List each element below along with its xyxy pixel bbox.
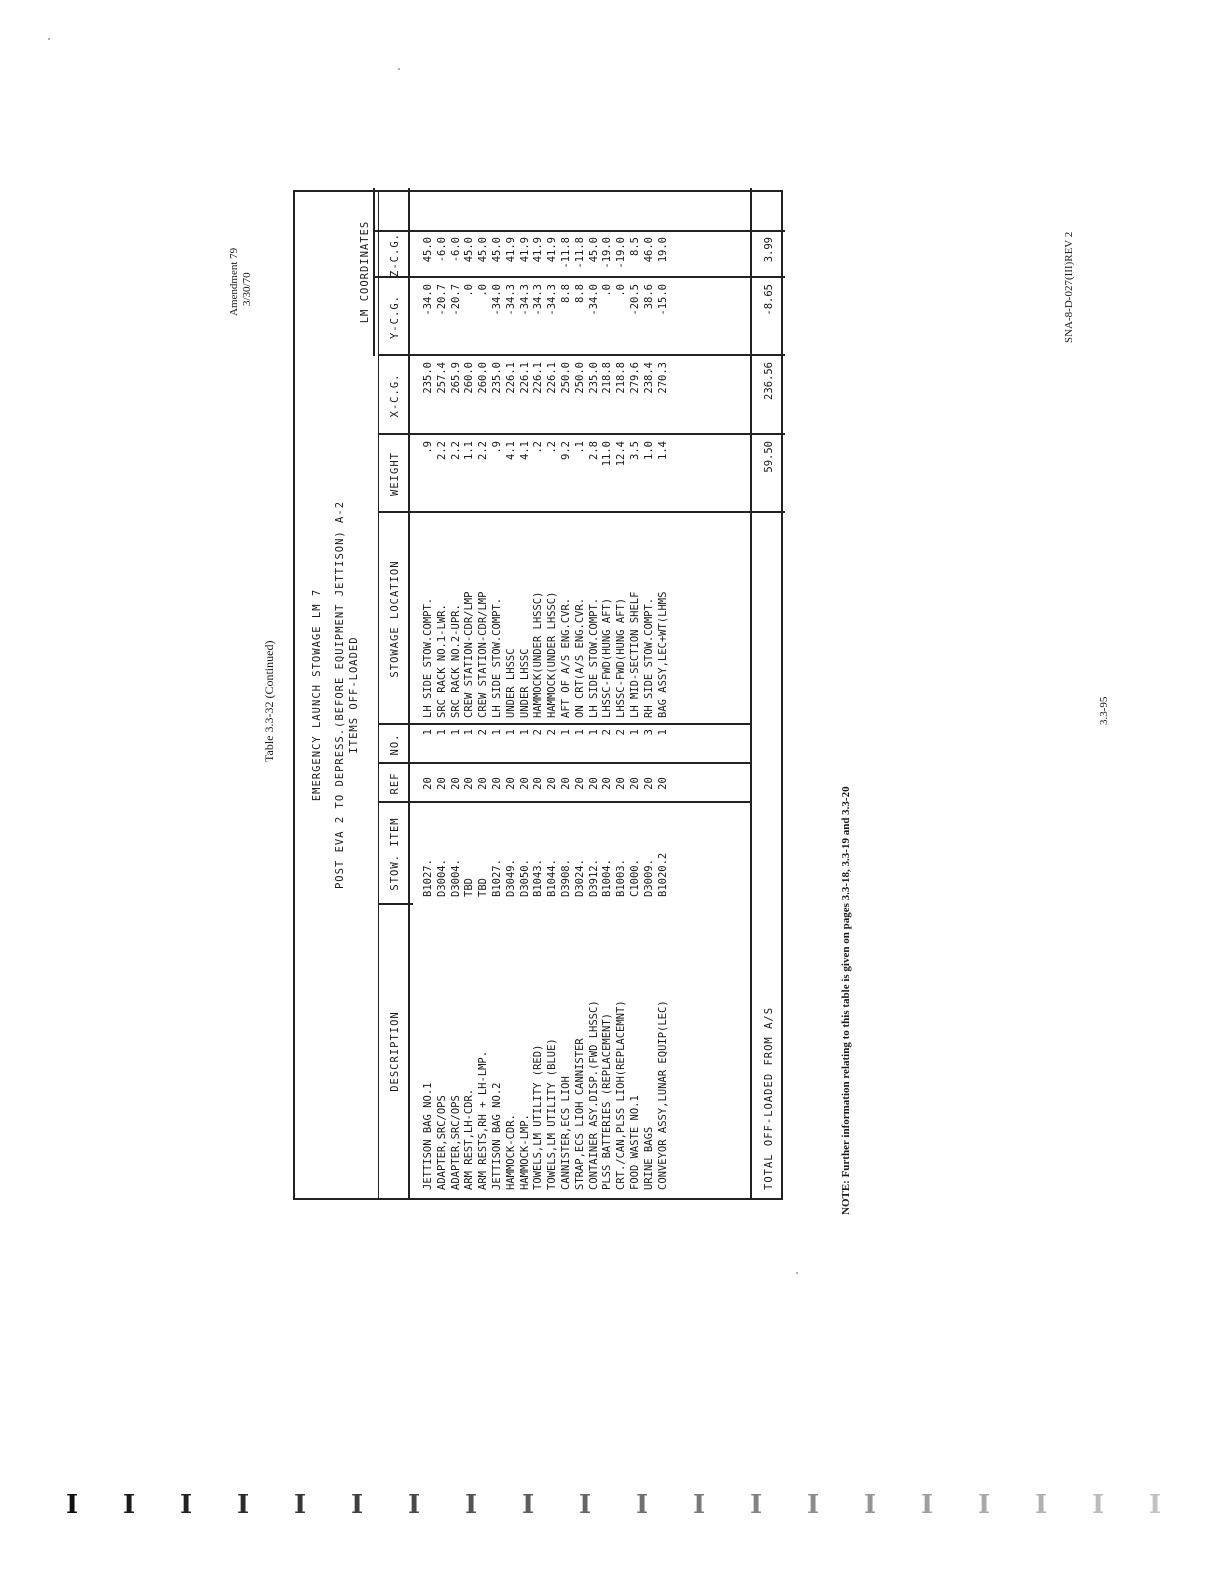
row-location: UNDER LHSSC (504, 648, 517, 718)
total-zcg: 3.99 (763, 237, 775, 263)
row-weight: 2.2 (477, 441, 490, 460)
total-xcg: 236.56 (763, 362, 775, 400)
row-ycg: -34.3 (532, 284, 545, 316)
lm-coordinates-label: LM COORDINATES (359, 220, 371, 324)
page-number: 3.3-95 (1098, 696, 1110, 725)
row-zcg: 41.9 (518, 237, 531, 263)
row-weight: 2.2 (435, 441, 448, 460)
col-ycg: Y-C.G. (389, 295, 401, 339)
total-rule (750, 188, 752, 1198)
row-zcg: -11.8 (573, 237, 586, 269)
row-stow-item: B1027. (422, 859, 434, 897)
row-no: 3 (642, 729, 655, 736)
row-weight: 9.2 (560, 441, 572, 460)
row-xcg: 238.4 (642, 362, 655, 394)
row-location: UNDER LHSSC (518, 648, 531, 718)
row-no: 1 (449, 729, 462, 736)
row-description: CONTAINER ASY.DISP.(FWD LHSSC) (587, 1000, 600, 1190)
row-ycg: -34.3 (518, 284, 531, 316)
row-no: 1 (560, 729, 572, 736)
total-weight: 59.50 (763, 441, 775, 473)
row-description: ARM REST,LH-CDR. (463, 1088, 476, 1190)
row-zcg: 45.0 (477, 237, 490, 263)
row-ref: 20 (587, 777, 600, 790)
row-stow-item: TBD (463, 878, 476, 897)
row-location: LHSSC-FWD(HUNG AFT) (601, 597, 614, 718)
row-weight: .2 (532, 441, 545, 454)
scan-edge-mark: I (180, 1490, 193, 1520)
scan-edge-mark: I (1035, 1490, 1048, 1520)
row-description: PLSS BATTERIES (REPLACEMENT) (601, 1012, 614, 1190)
row-xcg: 218.8 (615, 362, 628, 394)
scan-edge-mark: I (750, 1490, 763, 1520)
row-no: 1 (656, 729, 669, 736)
table-note: NOTE: Further information relating to this table is given on pages 3.3-18, 3.3-19 and 3.3-20 (840, 786, 852, 1215)
row-stow-item: D3009. (642, 859, 655, 897)
row-ref: 20 (491, 777, 503, 790)
row-weight: 4.1 (504, 441, 517, 460)
row-xcg: 235.0 (587, 362, 600, 394)
row-location: AFT OF A/S ENG.CVR. (560, 597, 572, 718)
row-ref: 20 (463, 777, 476, 790)
row-ycg: 38.6 (642, 284, 655, 310)
row-ref: 20 (532, 777, 545, 790)
row-xcg: 218.8 (601, 362, 614, 394)
row-location: ON CRT(A/S ENG.CVR. (573, 597, 586, 718)
row-ref: 20 (435, 777, 448, 790)
row-location: LH SIDE STOW.COMPT. (422, 597, 434, 718)
amendment-date: 3/30/70 (241, 272, 253, 306)
scan-edge-mark: I (294, 1490, 307, 1520)
row-weight: 1.1 (463, 441, 476, 460)
row-zcg: -6.0 (449, 237, 462, 263)
scan-edge-mark: I (807, 1490, 820, 1520)
row-ref: 20 (504, 777, 517, 790)
row-location: CREW STATION-CDR/LMP (477, 591, 490, 718)
row-xcg: 226.1 (504, 362, 517, 394)
col-ref: REF (389, 772, 401, 795)
row-zcg: -11.8 (560, 237, 572, 269)
scan-edge-mark: I (1092, 1490, 1105, 1520)
row-location: CREW STATION-CDR/LMP (463, 591, 476, 718)
row-weight: .9 (491, 441, 503, 454)
row-zcg: 41.9 (532, 237, 545, 263)
row-ycg: 8.8 (573, 284, 586, 303)
row-no: 1 (573, 729, 586, 736)
row-zcg: -19.0 (601, 237, 614, 269)
row-ref: 20 (449, 777, 462, 790)
table-caption: Table 3.3-32 (Continued) (262, 640, 276, 762)
amendment-number: Amendment 79 (228, 247, 240, 316)
row-location: BAG ASSY,LEC+WT(LHMS (656, 591, 669, 718)
row-stow-item: D3049. (504, 859, 517, 897)
row-zcg: 41.9 (504, 237, 517, 263)
row-location: LH MID-SECTION SHELF (629, 591, 641, 718)
row-ref: 20 (615, 777, 628, 790)
row-description: HAMMOCK-LMP. (518, 1114, 531, 1190)
row-no: 2 (601, 729, 614, 736)
scan-edge-mark: I (123, 1490, 136, 1520)
scan-edge-mark: I (522, 1490, 535, 1520)
row-no: 2 (615, 729, 628, 736)
row-stow-item: D3004. (435, 859, 448, 897)
row-ref: 20 (546, 777, 559, 790)
row-zcg: 19.0 (656, 237, 669, 263)
col-no: NO. (389, 733, 401, 756)
col-stow-item: STOW. ITEM (389, 817, 401, 891)
row-zcg: 45.0 (422, 237, 434, 263)
total-label: TOTAL OFF-LOADED FROM A/S (763, 1006, 775, 1190)
amendment-stamp (228, 248, 254, 316)
row-zcg: 46.0 (642, 237, 655, 263)
row-xcg: 279.6 (629, 362, 641, 394)
table-title: EMERGENCY LAUNCH STOWAGE LM 7 (311, 588, 323, 802)
row-description: HAMMOCK-CDR. (504, 1114, 517, 1190)
row-location: LH SIDE STOW.COMPT. (587, 597, 600, 718)
row-ref: 20 (601, 777, 614, 790)
row-stow-item: B1044. (546, 859, 559, 897)
row-location: SRC RACK NO.2-UPR. (449, 604, 462, 718)
row-ref: 20 (518, 777, 531, 790)
row-weight: .2 (546, 441, 559, 454)
row-ycg: 8.8 (560, 284, 572, 303)
col-description: DESCRIPTION (389, 1011, 401, 1092)
scan-speck (398, 68, 400, 70)
scan-edge-mark: I (465, 1490, 478, 1520)
stowage-table (293, 190, 783, 1200)
row-stow-item: B1020.2 (656, 852, 669, 897)
row-ycg: -34.3 (504, 284, 517, 316)
row-no: 2 (532, 729, 545, 736)
table-header-block (295, 192, 379, 1198)
row-weight: 11.0 (601, 441, 614, 467)
row-zcg: 45.0 (463, 237, 476, 263)
row-no: 1 (463, 729, 476, 736)
row-weight: .9 (422, 441, 434, 454)
scan-edge-mark: I (408, 1490, 421, 1520)
scan-edge-mark: I (579, 1490, 592, 1520)
row-stow-item: B1003. (615, 859, 628, 897)
row-description: ARM RESTS,RH + LH-LMP. (477, 1050, 490, 1190)
row-ref: 20 (642, 777, 655, 790)
scan-edge-mark: I (351, 1490, 364, 1520)
row-xcg: 235.0 (491, 362, 503, 394)
row-ref: 20 (560, 777, 572, 790)
row-zcg: -19.0 (615, 237, 628, 269)
row-ycg: -20.5 (629, 284, 641, 316)
row-xcg: 260.0 (463, 362, 476, 394)
document-number: SNA-8-D-027(III)REV 2 (1063, 231, 1075, 343)
row-location: HAMMOCK(UNDER LHSSC) (546, 591, 559, 718)
row-weight: .1 (573, 441, 586, 454)
row-no: 1 (422, 729, 434, 736)
row-stow-item: D3908. (560, 859, 572, 897)
row-ref: 20 (422, 777, 434, 790)
row-weight: 1.0 (642, 441, 655, 460)
row-stow-item: D3004. (449, 859, 462, 897)
row-location: SRC RACK NO.1-LWR. (435, 604, 448, 718)
row-xcg: 265.9 (449, 362, 462, 394)
scan-edge-mark: I (921, 1490, 934, 1520)
row-ref: 20 (629, 777, 641, 790)
row-ref: 20 (477, 777, 490, 790)
row-weight: 2.8 (587, 441, 600, 460)
row-ycg: -15.0 (656, 284, 669, 316)
scan-edge-mark: I (237, 1490, 250, 1520)
row-xcg: 270.3 (656, 362, 669, 394)
row-description: TOWELS,LM UTILITY (RED) (532, 1044, 545, 1190)
row-no: 2 (546, 729, 559, 736)
row-stow-item: B1004. (601, 859, 614, 897)
row-xcg: 226.1 (546, 362, 559, 394)
row-no: 1 (504, 729, 517, 736)
row-stow-item: TBD (477, 878, 490, 897)
row-ycg: .0 (463, 284, 476, 297)
col-weight: WEIGHT (389, 452, 401, 496)
row-ycg: -20.7 (435, 284, 448, 316)
scan-edge-mark: I (864, 1490, 877, 1520)
row-xcg: 226.1 (532, 362, 545, 394)
row-location: LH SIDE STOW.COMPT. (491, 597, 503, 718)
row-stow-item: D3912. (587, 859, 600, 897)
row-xcg: 235.0 (422, 362, 434, 394)
row-zcg: -6.0 (435, 237, 448, 263)
row-description: CONVEYOR ASSY,LUNAR EQUIP(LEC) (656, 1000, 669, 1190)
row-ref: 20 (656, 777, 669, 790)
row-weight: 1.4 (656, 441, 669, 460)
row-stow-item: D3050. (518, 859, 531, 897)
col-location: STOWAGE LOCATION (389, 560, 401, 678)
row-no: 2 (477, 729, 490, 736)
scan-edge-mark: I (978, 1490, 991, 1520)
row-xcg: 250.0 (560, 362, 572, 394)
row-location: HAMMOCK(UNDER LHSSC) (532, 591, 545, 718)
row-no: 1 (629, 729, 641, 736)
row-description: STRAP,ECS LIOH CANNISTER (573, 1038, 586, 1190)
scan-speck (796, 1272, 798, 1274)
scan-speck (48, 38, 50, 40)
row-no: 1 (587, 729, 600, 736)
row-ycg: .0 (615, 284, 628, 297)
row-description: CANNISTER,ECS LIOH (560, 1076, 572, 1190)
row-xcg: 257.4 (435, 362, 448, 394)
row-xcg: 260.0 (477, 362, 490, 394)
header-rule (408, 188, 410, 1198)
row-ycg: .0 (477, 284, 490, 297)
scan-edge-mark: I (66, 1490, 79, 1520)
row-stow-item: B1043. (532, 859, 545, 897)
scan-edge-mark: I (1149, 1490, 1162, 1520)
edge-scan-marks (0, 1490, 1220, 1530)
row-weight: 3.5 (629, 441, 641, 460)
table-subtitle: POST EVA 2 TO DEPRESS.(BEFORE EQUIPMENT JETTISON) A-2 (334, 500, 346, 890)
scan-edge-mark: I (693, 1490, 706, 1520)
row-ycg: -20.7 (449, 284, 462, 316)
row-xcg: 226.1 (518, 362, 531, 394)
row-zcg: 45.0 (491, 237, 503, 263)
row-location: RH SIDE STOW.COMPT. (642, 597, 655, 718)
row-weight: 4.1 (518, 441, 531, 460)
coord-rule (373, 188, 375, 356)
row-ref: 20 (573, 777, 586, 790)
row-ycg: -34.0 (422, 284, 434, 316)
row-description: ADAPTER,SRC/OPS (435, 1095, 448, 1190)
row-stow-item: C1000. (629, 859, 641, 897)
row-ycg: -34.0 (491, 284, 503, 316)
col-rule (373, 231, 785, 233)
col-xcg: X-C.G. (389, 373, 401, 418)
row-weight: 2.2 (449, 441, 462, 460)
row-description: FOOD WASTE NO.1 (629, 1095, 641, 1190)
row-zcg: 8.5 (629, 237, 641, 256)
row-ycg: -34.3 (546, 284, 559, 316)
row-description: JETTISON BAG NO.1 (422, 1082, 434, 1190)
table-subtitle-2: ITEMS OFF-LOADED (348, 636, 360, 754)
row-location: LHSSC-FWD(HUNG AFT) (615, 597, 628, 718)
row-description: JETTISON BAG NO.2 (491, 1082, 503, 1190)
row-no: 1 (491, 729, 503, 736)
row-description: TOWELS,LM UTILITY (BLUE) (546, 1038, 559, 1190)
row-weight: 12.4 (615, 441, 628, 467)
scan-edge-mark: I (636, 1490, 649, 1520)
row-description: URINE BAGS (642, 1126, 655, 1190)
row-xcg: 250.0 (573, 362, 586, 394)
col-zcg: Z-C.G. (389, 233, 401, 277)
row-description: CRT./CAN,PLSS LIOH(REPLACEMNT) (615, 1000, 628, 1190)
row-ycg: .0 (601, 284, 614, 297)
row-description: ADAPTER,SRC/OPS (449, 1095, 462, 1190)
row-stow-item: B1027. (491, 859, 503, 897)
row-stow-item: D3024. (573, 859, 586, 897)
total-ycg: -8.65 (763, 284, 775, 316)
row-ycg: -34.0 (587, 284, 600, 316)
row-no: 1 (435, 729, 448, 736)
row-no: 1 (518, 729, 531, 736)
col-rule (378, 724, 750, 726)
row-zcg: 45.0 (587, 237, 600, 263)
row-zcg: 41.9 (546, 237, 559, 263)
